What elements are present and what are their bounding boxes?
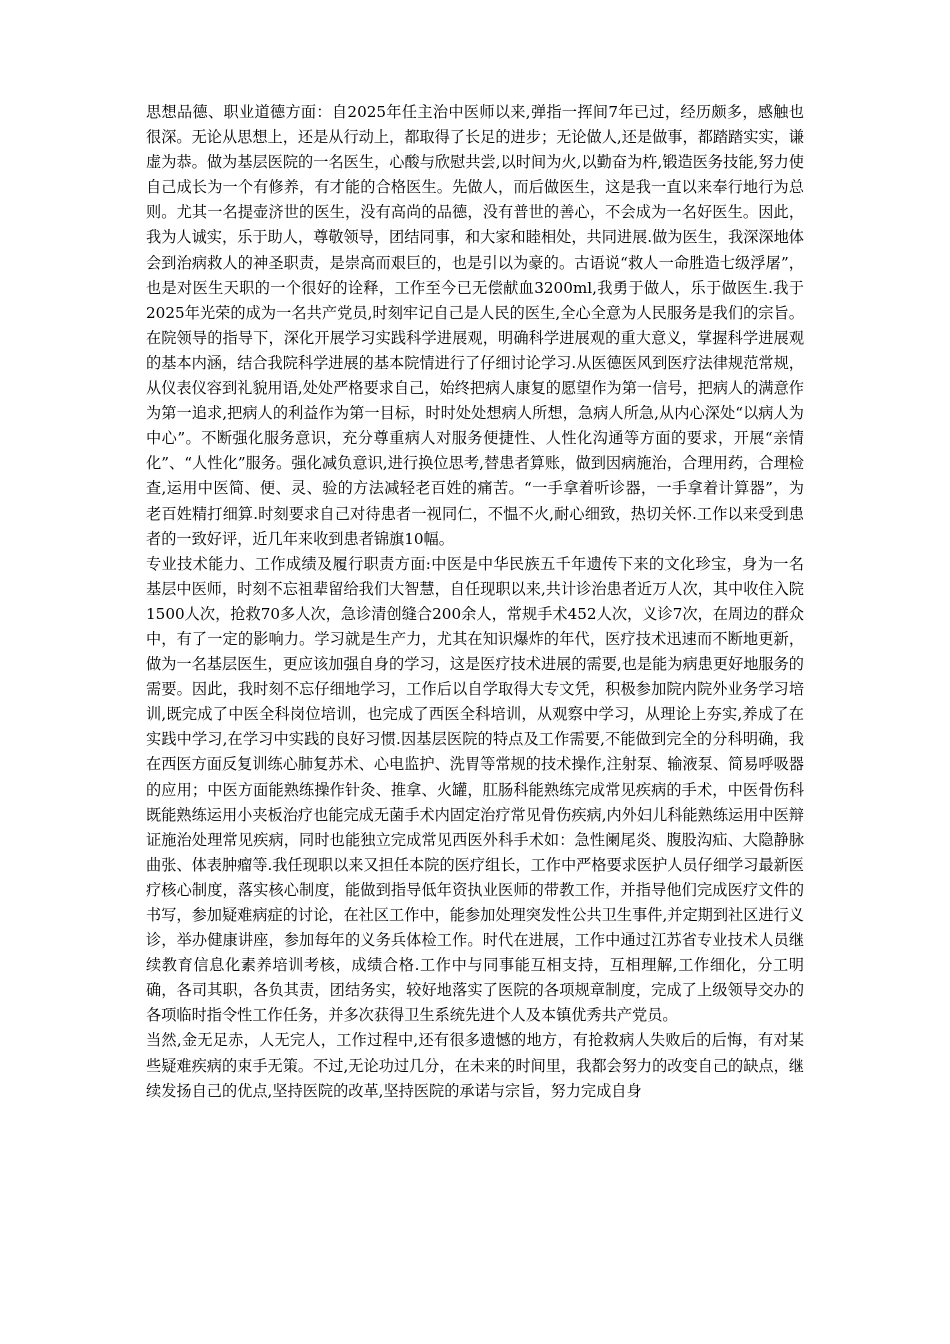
- paragraph-shortcomings: 当然,金无足赤，人无完人，工作过程中,还有很多遗憾的地方，有抢救病人失败后的后悔，有对某些疑难疾病的束手无策。不过,无论功过几分，在未来的时间里，我都会努力的改变自己的缺点，继续发扬自己的优点,坚持医院的改革,坚持医院的承诺与宗旨，努力完成自身: [146, 1031, 804, 1100]
- document-body: [146, 100, 804, 1104]
- paragraph-moral-conduct: 思想品德、职业道德方面：自2025年任主治中医师以来,弹指一挥间7年已过，经历颇多，感触也很深。无论从思想上，还是从行动上，都取得了长足的进步；无论做人,还是做事，都踏踏实实，谦虚为恭。做为基层医院的一名医生，心酸与欣慰共尝,以时间为火,以勤奋为杵,锻造医务技能,努力使自己成长为一个有修养，有才能的合格医生。先做人，而后做医生，这是我一直以来奉行地行为总则。尤其一名提壶济世的医生，没有高尚的品德，没有普世的善心，不会成为一名好医生。因此，我为人诚实，乐于助人，尊敬领导，团结同事，和大家和睦相处，共同进展.做为医生，我深深地体会到治病救人的神圣职责，是崇高而艰巨的，也是引以为豪的。古语说“救人一命胜造七级浮屠”，也是对医生天职的一个很好的诠释，工作至今已无偿献血3200ml,我勇于做人，乐于做医生.我于2025年光荣的成为一名共产党员,时刻牢记自己是人民的医生,全心全意为人民服务是我们的宗旨。在院领导的指导下，深化开展学习实践科学进展观，明确科学进展观的重大意义，掌握科学进展观的基本内涵，结合我院科学进展的基本院情进行了仔细讨论学习.从医德医风到医疗法律规范常规，从仪表仪容到礼貌用语,处处严格要求自己，始终把病人康复的愿望作为第一信号，把病人的满意作为第一追求,把病人的利益作为第一目标，时时处处想病人所想，急病人所急,从内心深处“以病人为中心”。不断强化服务意识，充分尊重病人对服务便捷性、人性化沟通等方面的要求，开展“亲情化”、“人性化”服务。强化减负意识,进行换位思考,替患者算账，做到因病施治，合理用药，合理检查,运用中医简、便、灵、验的方法减轻老百姓的痛苦。“一手拿着听诊器，一手拿着计算器”，为老百姓精打细算.时刻要求自己对待患者一视同仁，不愠不火,耐心细致，热切关怀.工作以来受到患者的一致好评，近几年来收到患者锦旗10幅。: [146, 103, 804, 548]
- paragraph-professional-skills: 专业技术能力、工作成绩及履行职责方面:中医是中华民族五千年遗传下来的文化珍宝，身为一名基层中医师，时刻不忘祖辈留给我们大智慧，自任现职以来,共计诊治患者近万人次，其中收住入院1500人次，抢救70多人次，急诊清创缝合200余人，常规手术452人次，义诊7次，在周边的群众中，有了一定的影响力。学习就是生产力，尤其在知识爆炸的年代，医疗技术迅速而不断地更新，做为一名基层医生，更应该加强自身的学习，这是医疗技术进展的需要,也是能为病患更好地服务的需要。因此，我时刻不忘仔细地学习，工作后以自学取得大专文凭，积极参加院内院外业务学习培训,既完成了中医全科岗位培训，也完成了西医全科培训，从观察中学习，从理论上夯实,养成了在实践中学习,在学习中实践的良好习惯.因基层医院的特点及工作需要,不能做到完全的分科明确，我在西医方面反复训练心肺复苏术、心电监护、洗胃等常规的技术操作,注射泵、输液泵、简易呼吸器的应用；中医方面能熟练操作针灸、推拿、火罐，肛肠科能熟练完成常见疾病的手术，中医骨伤科既能熟练运用小夹板治疗也能完成无菌手术内固定治疗常见骨伤疾病,内外妇儿科能熟练运用中医辩证施治处理常见疾病，同时也能独立完成常见西医外科手术如：急性阑尾炎、腹股沟疝、大隐静脉曲张、体表肿瘤等.我任现职以来又担任本院的医疗组长，工作中严格要求医护人员仔细学习最新医疗核心制度，落实核心制度，能做到指导低年资执业医师的带教工作，并指导他们完成医疗文件的书写，参加疑难病症的讨论，在社区工作中，能参加处理突发性公共卫生事件,并定期到社区进行义诊，举办健康讲座，参加每年的义务兵体检工作。时代在进展，工作中通过江苏省专业技术人员继续教育信息化素养培训考核，成绩合格.工作中与同事能互相支持，互相理解,工作细化，分工明确，各司其职，各负其责，团结务实，较好地落实了医院的各项规章制度，完成了上级领导交办的各项临时指令性工作任务，并多次获得卫生系统先进个人及本镇优秀共产党员。: [146, 554, 804, 1025]
